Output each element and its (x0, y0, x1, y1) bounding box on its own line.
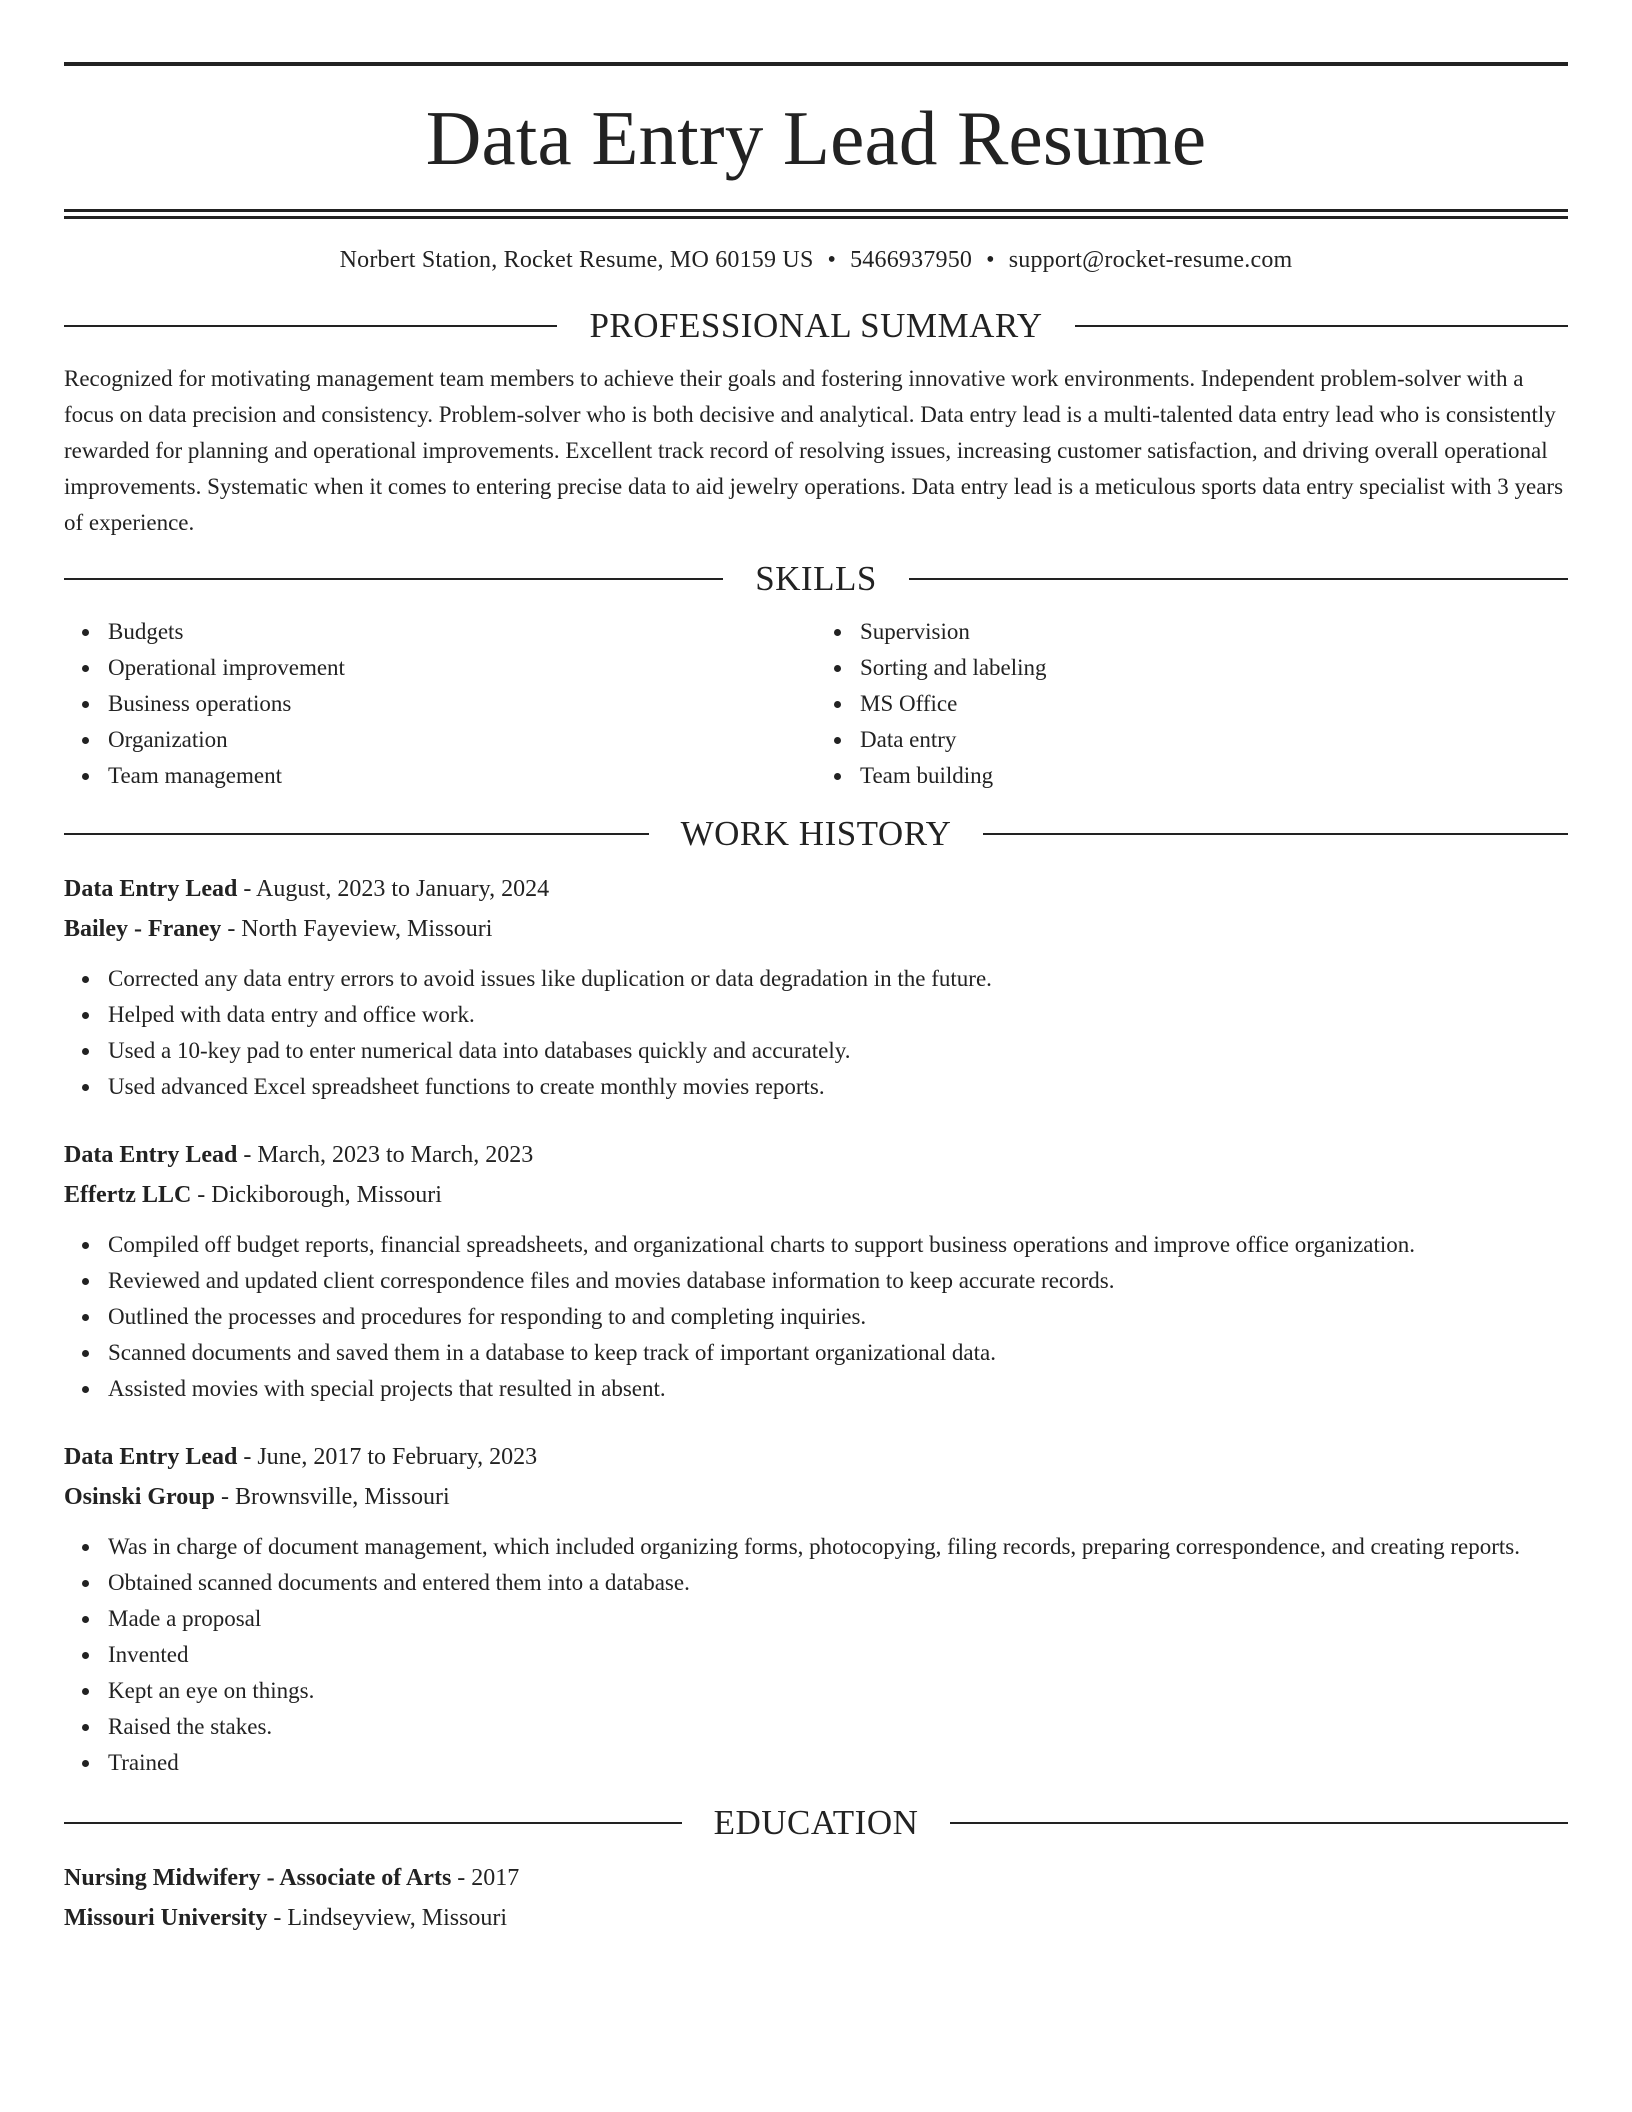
job-location: - North Fayeview, Missouri (221, 916, 493, 942)
job-dates: - August, 2023 to January, 2024 (237, 876, 550, 902)
education-school: Missouri University (64, 1905, 268, 1931)
contact-line (64, 248, 1568, 272)
education-heading-label: EDUCATION (713, 1803, 919, 1842)
job-bullets (64, 1529, 1568, 1781)
job-bullet: Scanned documents and saved them in a database to keep track of important organizational data. (108, 1335, 1568, 1371)
skills-heading-label: SKILLS (755, 559, 877, 598)
skill-item: Budgets (108, 614, 816, 650)
skill-item: Team building (860, 758, 1568, 794)
skills-column-left (64, 614, 816, 794)
skills-list (64, 614, 1568, 794)
work-heading-label: WORK HISTORY (680, 814, 952, 853)
skills-heading (64, 561, 1568, 596)
job-company-line (64, 1175, 1568, 1215)
summary-heading (64, 308, 1568, 343)
contact-address: Norbert Station, Rocket Resume, MO 60159 US (339, 247, 814, 273)
skill-item: Supervision (860, 614, 1568, 650)
job-bullet: Reviewed and updated client correspondence files and movies database information to keep accurate records. (108, 1263, 1568, 1299)
job-title-line (64, 1135, 1568, 1175)
job-bullet: Assisted movies with special projects that resulted in absent. (108, 1371, 1568, 1407)
job-bullet: Used advanced Excel spreadsheet functions to create monthly movies reports. (108, 1069, 1568, 1105)
job-bullet: Invented (108, 1637, 1568, 1673)
summary-text: Recognized for motivating management team members to achieve their goals and fostering innovative work environments. Independent problem-solver with a focus on data precision and consistency. Problem-solver who is both decisive and analytical. Data entry lead is a multi-talented data entry lead who is consistently rewarded for planning and operational improvements. Excellent track record of resolving issues, increasing customer satisfaction, and driving overall operational improvements. Systematic when it comes to entering precise data to aid jewelry operations. Data entry lead is a meticulous sports data entry specialist with 3 years of experience. (64, 366, 1564, 535)
job-bullet: Outlined the processes and procedures for responding to and completing inquiries. (108, 1299, 1568, 1335)
resume-title: Data Entry Lead Resume (425, 95, 1207, 181)
job-bullet: Made a proposal (108, 1601, 1568, 1637)
education-degree-line (64, 1858, 1568, 1898)
heading-rule (983, 833, 1568, 835)
heading-rule (909, 578, 1568, 580)
skills-column-right (816, 614, 1568, 794)
heading-rule (64, 833, 649, 835)
heading-rule (64, 578, 723, 580)
job-entry (64, 1437, 1568, 1781)
skill-item: Team management (108, 758, 816, 794)
contact-phone: 5466937950 (850, 247, 973, 273)
job-bullets (64, 961, 1568, 1105)
top-rule (64, 62, 1568, 66)
education-location: - Lindseyview, Missouri (267, 1905, 508, 1931)
education-entry (64, 1858, 1568, 1938)
contact-email: support@rocket-resume.com (1008, 247, 1293, 273)
job-bullet: Was in charge of document management, which included organizing forms, photocopying, filing records, preparing correspondence, and creating reports. (108, 1529, 1568, 1565)
job-bullet: Trained (108, 1745, 1568, 1781)
job-entry (64, 869, 1568, 1105)
job-location: - Dickiborough, Missouri (191, 1182, 442, 1208)
skill-item: Organization (108, 722, 816, 758)
contact-separator: • (827, 247, 837, 273)
skill-item: Data entry (860, 722, 1568, 758)
job-bullet: Helped with data entry and office work. (108, 997, 1568, 1033)
education-year: - 2017 (451, 1865, 520, 1891)
job-company: Osinski Group (64, 1484, 215, 1510)
job-bullet: Raised the stakes. (108, 1709, 1568, 1745)
skill-item: MS Office (860, 686, 1568, 722)
job-entry (64, 1135, 1568, 1407)
job-bullet: Kept an eye on things. (108, 1673, 1568, 1709)
skill-item: Business operations (108, 686, 816, 722)
job-title: Data Entry Lead (64, 1142, 238, 1168)
job-title: Data Entry Lead (64, 1444, 238, 1470)
job-title: Data Entry Lead (64, 876, 238, 902)
job-dates: - June, 2017 to February, 2023 (237, 1444, 538, 1470)
job-bullet: Compiled off budget reports, financial spreadsheets, and organizational charts to support business operations and improve office organization. (108, 1227, 1568, 1263)
job-bullets (64, 1227, 1568, 1407)
job-location: - Brownsville, Missouri (214, 1484, 450, 1510)
job-bullet: Corrected any data entry errors to avoid issues like duplication or data degradation in the future. (108, 961, 1568, 997)
job-company-line (64, 909, 1568, 949)
job-company-line (64, 1477, 1568, 1517)
job-bullet: Obtained scanned documents and entered them into a database. (108, 1565, 1568, 1601)
job-bullet: Used a 10-key pad to enter numerical data into databases quickly and accurately. (108, 1033, 1568, 1069)
contact-separator: • (986, 247, 995, 273)
skill-item: Operational improvement (108, 650, 816, 686)
heading-rule (64, 325, 557, 327)
job-dates: - March, 2023 to March, 2023 (237, 1142, 534, 1168)
job-company: Effertz LLC (64, 1182, 192, 1208)
heading-rule (950, 1822, 1568, 1824)
job-title-line (64, 1437, 1568, 1477)
heading-rule (64, 1822, 682, 1824)
heading-rule (1075, 325, 1568, 327)
education-school-line (64, 1898, 1568, 1938)
work-heading (64, 816, 1568, 851)
summary-heading-label: PROFESSIONAL SUMMARY (589, 306, 1043, 345)
education-heading (64, 1805, 1568, 1840)
title-double-rule (64, 209, 1568, 219)
skill-item: Sorting and labeling (860, 650, 1568, 686)
job-title-line (64, 869, 1568, 909)
education-degree: Nursing Midwifery - Associate of Arts (64, 1865, 452, 1891)
job-company: Bailey - Franey (64, 916, 222, 942)
